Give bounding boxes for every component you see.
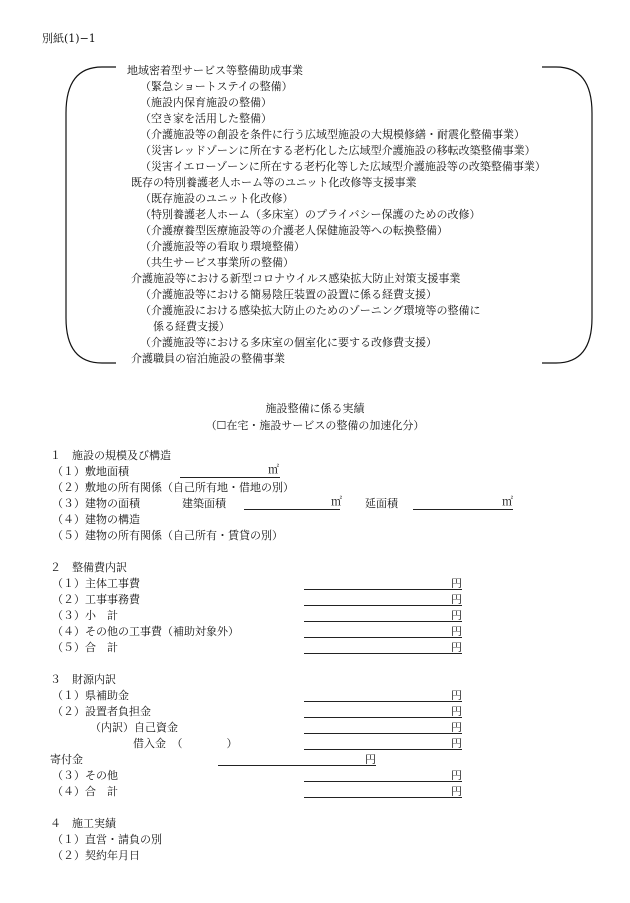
yen-unit: 円 [365, 753, 376, 766]
cost-field[interactable] [304, 605, 462, 606]
program-sub: （介護施設等の創設を条件に行う広域型施設の大規模修繕・耐震化整備事業） [140, 128, 525, 141]
prefecture-subsidy-field[interactable] [304, 701, 462, 702]
program-main-1: 地域密着型サービス等整備助成事業 [127, 64, 303, 77]
cost-item-label: （１）主体工事費 [52, 577, 140, 590]
cost-field[interactable] [304, 637, 462, 638]
loan-field[interactable] [304, 749, 462, 750]
building-structure-label: （４）建物の構造 [52, 513, 140, 526]
program-sub: （施設内保育施設の整備） [140, 96, 272, 109]
program-sub: （緊急ショートステイの整備） [140, 80, 293, 93]
program-sub: （介護施設等における多床室の個室化に要する改修費支援） [140, 336, 437, 349]
cost-item-label: （２）工事事務費 [52, 593, 140, 606]
sqm-unit: ㎡ [268, 463, 279, 476]
building-footprint-field[interactable] [244, 509, 340, 510]
program-main-4: 介護職員の宿泊施設の整備事業 [131, 352, 285, 365]
left-bracket [58, 63, 118, 368]
page-title: 施設整備に係る実績 [265, 402, 365, 415]
cost-field[interactable] [304, 621, 462, 622]
operator-burden-field[interactable] [304, 717, 462, 718]
program-sub: （特別養護老人ホーム（多床室）のプライバシー保護のための改修） [140, 208, 481, 221]
section-2-heading: ２ 整備費内訳 [50, 561, 127, 574]
program-sub: （介護施設等の看取り環境整備） [140, 240, 305, 253]
section-4-heading: ４ 施工実績 [50, 817, 116, 830]
section-1-heading: １ 施設の規模及び構造 [50, 449, 171, 462]
operator-burden-label: （２）設置者負担金 [52, 705, 151, 718]
site-ownership-label: （２）敷地の所有関係（自己所有地・借地の別） [52, 481, 294, 494]
sqm-unit: ㎡ [502, 495, 513, 508]
funds-total-field[interactable] [304, 797, 462, 798]
cost-item-label: （５）合 計 [52, 641, 118, 654]
program-sub: （介護療養型医療施設等の介護老人保健施設等への転換整備） [140, 224, 448, 237]
building-footprint-label: 建築面積 [182, 497, 226, 510]
yen-unit: 円 [451, 593, 462, 606]
page-subtitle: （☐在宅・施設サービスの整備の加速化分） [205, 419, 425, 432]
yen-unit: 円 [451, 705, 462, 718]
yen-unit: 円 [451, 641, 462, 654]
cost-field[interactable] [304, 589, 462, 590]
donation-field[interactable] [218, 765, 376, 766]
yen-unit: 円 [451, 625, 462, 638]
own-funds-field[interactable] [304, 733, 462, 734]
yen-unit: 円 [451, 769, 462, 782]
cost-item-label: （４）その他の工事費（補助対象外） [52, 625, 239, 638]
program-sub: （空き家を活用した整備） [140, 112, 272, 125]
yen-unit: 円 [451, 785, 462, 798]
program-sub: （災害イエローゾーンに所在する老朽化等した広域型介護施設等の改築整備事業） [140, 160, 546, 173]
site-area-field[interactable] [180, 477, 280, 478]
funds-total-label: （４）合 計 [52, 785, 118, 798]
donation-label: 寄付金 [50, 753, 83, 766]
other-funds-label: （３）その他 [52, 769, 118, 782]
construction-method-label: （１）直営・請負の別 [52, 833, 162, 846]
sqm-unit: ㎡ [331, 495, 342, 508]
program-sub: （介護施設における感染拡大防止のためのゾーニング環境等の整備に [140, 304, 481, 317]
program-sub: （災害レッドゾーンに所在する老朽化した広域型介護施設の移転改築整備事業） [140, 144, 536, 157]
program-sub-cont: 係る経費支援） [153, 320, 230, 333]
yen-unit: 円 [451, 577, 462, 590]
building-area-label: （３）建物の面積 [52, 497, 140, 510]
right-bracket [540, 63, 600, 368]
prefecture-subsidy-label: （１）県補助金 [52, 689, 129, 702]
program-main-3: 介護施設等における新型コロナウイルス感染拡大防止対策支援事業 [131, 272, 461, 285]
yen-unit: 円 [451, 609, 462, 622]
doc-label: 別紙(1)−1 [42, 32, 96, 45]
total-floor-area-label: 延面積 [365, 497, 398, 510]
building-ownership-label: （５）建物の所有関係（自己所有・賃貸の別） [52, 529, 283, 542]
program-main-2: 既存の特別養護老人ホーム等のユニット化改修等支援事業 [131, 176, 417, 189]
own-funds-label: （内訳）自己資金 [90, 721, 178, 734]
loan-label: 借入金 （ ） [133, 737, 238, 750]
contract-date-label: （２）契約年月日 [52, 849, 140, 862]
yen-unit: 円 [451, 721, 462, 734]
program-sub: （既存施設のユニット化改修） [140, 192, 294, 205]
yen-unit: 円 [451, 737, 462, 750]
program-sub: （共生サービス事業所の整備） [140, 256, 294, 269]
section-3-heading: ３ 財源内訳 [50, 673, 116, 686]
other-funds-field[interactable] [304, 781, 462, 782]
cost-field[interactable] [304, 653, 462, 654]
program-sub: （介護施設等における簡易陰圧装置の設置に係る経費支援） [140, 288, 437, 301]
total-floor-area-field[interactable] [413, 509, 513, 510]
cost-item-label: （３）小 計 [52, 609, 118, 622]
yen-unit: 円 [451, 689, 462, 702]
site-area-label: （１）敷地面積 [52, 465, 129, 478]
